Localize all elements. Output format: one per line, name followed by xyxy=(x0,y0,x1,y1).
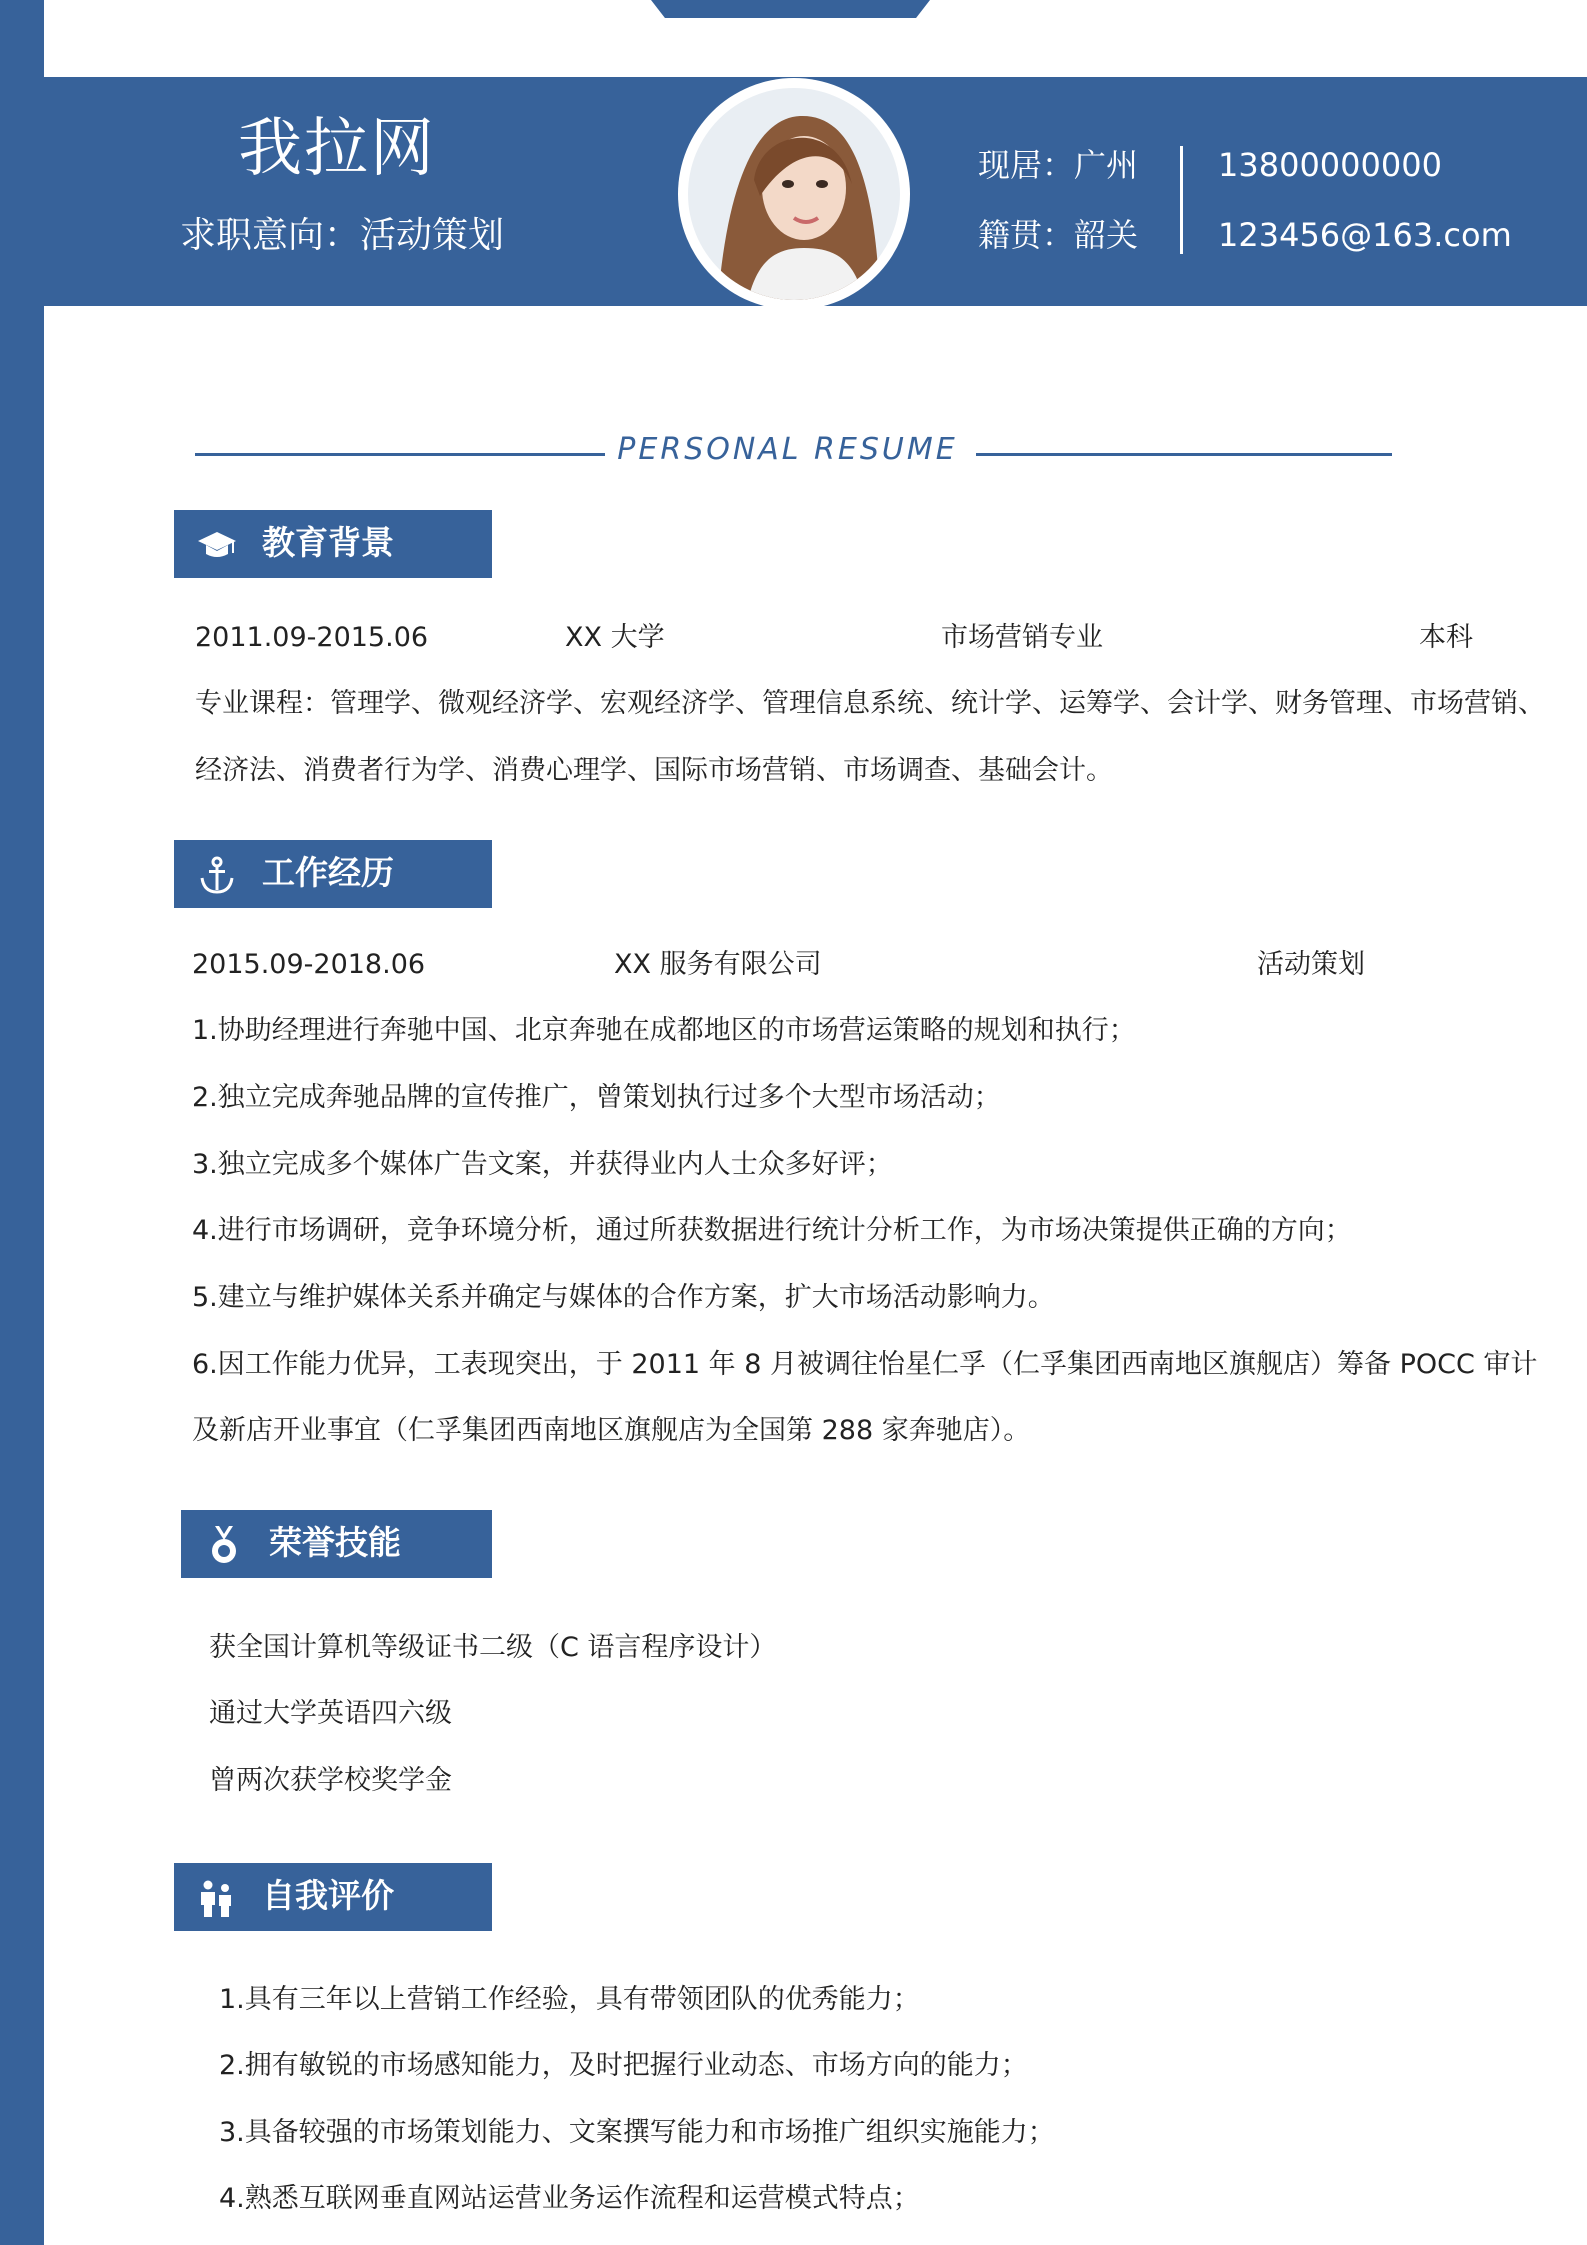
work-item: 及新店开业事宜（仁孚集团西南地区旗舰店为全国第 288 家奔驰店）。 xyxy=(192,1415,1031,1446)
honor-item: 曾两次获学校奖学金 xyxy=(209,1765,452,1796)
top-tab-decoration xyxy=(651,0,930,18)
education-courses-line1: 专业课程：管理学、微观经济学、宏观经济学、管理信息系统、统计学、运筹学、会计学、财务管理、市场营销、 xyxy=(195,688,1545,719)
section-title-self-eval: 自我评价 xyxy=(262,1876,394,1915)
section-header-honors xyxy=(181,1510,492,1578)
header-divider xyxy=(1180,146,1183,254)
work-item: 5.建立与维护媒体关系并确定与媒体的合作方案，扩大市场活动影响力。 xyxy=(192,1282,1055,1313)
residence: 现居：广州 xyxy=(978,146,1139,184)
work-item: 6.因工作能力优异，工表现突出，于 2011 年 8 月被调往怡星仁孚（仁孚集团西南地区旗舰店）筹备 POCC 审计 xyxy=(192,1349,1538,1380)
education-period: 2011.09-2015.06 xyxy=(195,622,429,653)
self-eval-item: 3.具备较强的市场策划能力、文案撰写能力和市场推广组织实施能力； xyxy=(219,2117,1055,2148)
work-period: 2015.09-2018.06 xyxy=(192,949,426,980)
section-title-education: 教育背景 xyxy=(262,523,394,562)
self-eval-item: 4.熟悉互联网垂直网站运营业务运作流程和运营模式特点； xyxy=(219,2183,920,2214)
section-header-education xyxy=(174,510,492,578)
left-accent-bar xyxy=(0,0,44,2245)
hometown: 籍贯：韶关 xyxy=(978,216,1139,254)
people-icon xyxy=(196,1877,238,1919)
work-item: 2.独立完成奔驰品牌的宣传推广，曾策划执行过多个大型市场活动； xyxy=(192,1082,1001,1113)
education-courses-line2: 经济法、消费者行为学、消费心理学、国际市场营销、市场调查、基础会计。 xyxy=(195,755,1113,786)
section-title-work: 工作经历 xyxy=(262,853,394,892)
resume-title: PERSONAL RESUME xyxy=(617,432,958,467)
medal-icon xyxy=(203,1524,245,1566)
education-school: XX 大学 xyxy=(565,622,665,653)
phone: 13800000000 xyxy=(1218,146,1442,184)
education-major: 市场营销专业 xyxy=(941,622,1103,653)
work-company: XX 服务有限公司 xyxy=(614,949,822,980)
graduation-cap-icon xyxy=(196,524,238,566)
work-item: 4.进行市场调研，竞争环境分析，通过所获数据进行统计分析工作，为市场决策提供正确的方向； xyxy=(192,1215,1352,1246)
self-eval-item: 1.具有三年以上营销工作经验，具有带领团队的优秀能力； xyxy=(219,1984,920,2015)
education-degree: 本科 xyxy=(1419,622,1473,653)
work-item: 3.独立完成多个媒体广告文案，并获得业内人士众多好评； xyxy=(192,1149,893,1180)
section-title-honors: 荣誉技能 xyxy=(269,1523,401,1562)
email: 123456@163.com xyxy=(1218,216,1512,254)
work-position: 活动策划 xyxy=(1257,949,1365,980)
title-line-right xyxy=(976,453,1392,456)
self-eval-item: 2.拥有敏锐的市场感知能力，及时把握行业动态、市场方向的能力； xyxy=(219,2050,1028,2081)
anchor-icon xyxy=(196,854,238,896)
section-header-work xyxy=(174,840,492,908)
avatar-photo xyxy=(688,88,900,300)
avatar xyxy=(678,78,910,310)
candidate-name: 我拉网 xyxy=(238,112,436,186)
section-header-self-eval xyxy=(174,1863,492,1931)
job-intent: 求职意向：活动策划 xyxy=(180,215,505,256)
honor-item: 获全国计算机等级证书二级（C 语言程序设计） xyxy=(209,1632,777,1663)
honor-item: 通过大学英语四六级 xyxy=(209,1698,452,1729)
work-item: 1.协助经理进行奔驰中国、北京奔驰在成都地区的市场营运策略的规划和执行； xyxy=(192,1015,1136,1046)
title-line-left xyxy=(195,453,605,456)
